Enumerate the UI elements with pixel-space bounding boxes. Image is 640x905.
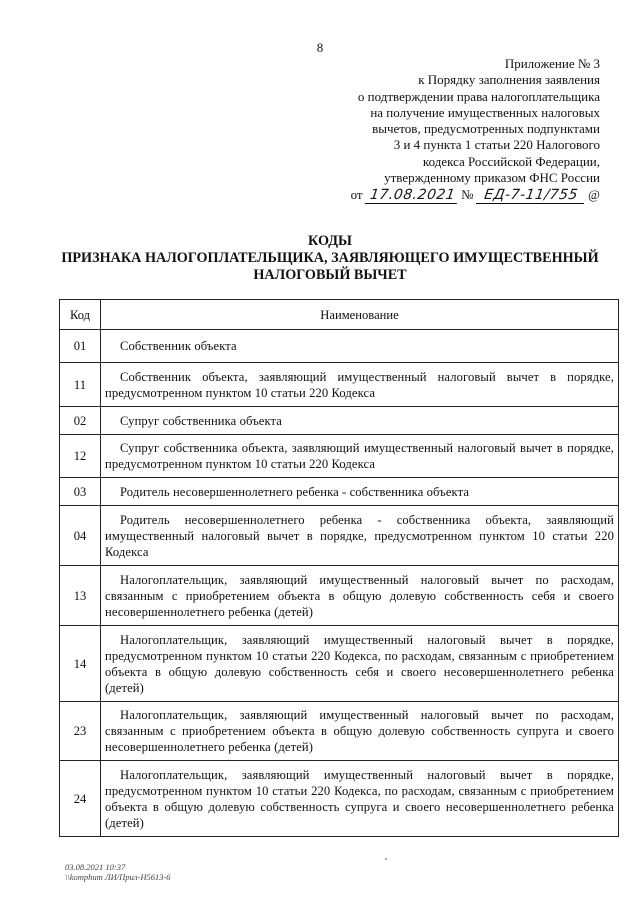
table-row bbox=[60, 566, 619, 626]
appendix-line: утвержденному приказом ФНС России bbox=[384, 170, 600, 186]
order-prefix: от bbox=[350, 187, 363, 203]
file-footer bbox=[65, 862, 171, 882]
order-date-handwritten: 17.08.2021 bbox=[365, 187, 459, 204]
header-code: Код bbox=[60, 300, 101, 330]
table-row bbox=[60, 407, 619, 435]
footer-timestamp: 03.08.2021 10:37 bbox=[65, 862, 126, 872]
table-row bbox=[60, 363, 619, 407]
row-name: Налогоплательщик, заявляющий имущественный налоговый вычет в порядке, предусмотренном пунктом 10 статьи 220 Кодекса, по расходам, связанным с приобретением объекта в общую долевую собственность себя и своего несовершеннолетнего ребенка (детей) bbox=[101, 626, 619, 702]
appendix-line: на получение имущественных налоговых bbox=[370, 104, 600, 120]
table-row bbox=[60, 626, 619, 702]
row-code: 13 bbox=[60, 566, 101, 626]
appendix-line: Приложение № 3 bbox=[504, 56, 600, 71]
header-name: Наименование bbox=[101, 300, 619, 330]
row-name: Собственник объекта bbox=[101, 330, 619, 363]
row-code: 14 bbox=[60, 626, 101, 702]
table-row bbox=[60, 330, 619, 363]
order-reference bbox=[300, 187, 600, 204]
row-code: 03 bbox=[60, 478, 101, 506]
title-line: КОДЫ bbox=[308, 233, 352, 249]
appendix-header bbox=[300, 56, 600, 205]
document-title bbox=[50, 233, 610, 284]
title-line: НАЛОГОВЫЙ ВЫЧЕТ bbox=[253, 267, 407, 283]
row-name: Родитель несовершеннолетнего ребенка - собственника объекта, заявляющий имущественный налоговый вычет в порядке, предусмотренном пунктом 10 статьи 220 Кодекса bbox=[101, 506, 619, 566]
page-number: 8 bbox=[316, 40, 324, 55]
appendix-line: 3 и 4 пункта 1 статьи 220 Налогового bbox=[393, 137, 600, 153]
table-header-row bbox=[60, 300, 619, 330]
order-suffix: @ bbox=[588, 187, 600, 203]
row-code: 02 bbox=[60, 407, 101, 435]
row-code: 23 bbox=[60, 702, 101, 761]
row-name: Супруг собственника объекта bbox=[101, 407, 619, 435]
table-row bbox=[60, 506, 619, 566]
order-number-handwritten: ЕД-7-11/755 bbox=[476, 187, 586, 204]
footer-path: \\komphum ЛИ/Прил-Н5613-6 bbox=[65, 872, 171, 882]
appendix-line: вычетов, предусмотренных подпунктами bbox=[372, 121, 600, 137]
row-name: Собственник объекта, заявляющий имущественный налоговый вычет в порядке, предусмотренном пунктом 10 статьи 220 Кодекса bbox=[101, 363, 619, 407]
scan-speck bbox=[385, 858, 387, 860]
row-code: 04 bbox=[60, 506, 101, 566]
table-row bbox=[60, 435, 619, 478]
row-code: 12 bbox=[60, 435, 101, 478]
table-row bbox=[60, 478, 619, 506]
order-number-prefix: № bbox=[461, 187, 474, 203]
row-name: Налогоплательщик, заявляющий имущественный налоговый вычет по расходам, связанным с приобретением объекта в общую долевую собственность супруга и своего несовершеннолетнего ребенка (детей) bbox=[101, 702, 619, 761]
codes-table bbox=[59, 299, 619, 837]
row-code: 11 bbox=[60, 363, 101, 407]
appendix-line: о подтверждении права налогоплательщика bbox=[357, 88, 600, 104]
appendix-line: кодекса Российской Федерации, bbox=[422, 153, 600, 169]
table-row bbox=[60, 761, 619, 837]
title-line: ПРИЗНАКА НАЛОГОПЛАТЕЛЬЩИКА, ЗАЯВЛЯЮЩЕГО ИМУЩЕСТВЕННЫЙ bbox=[61, 250, 599, 266]
row-code: 24 bbox=[60, 761, 101, 837]
appendix-line: к Порядку заполнения заявления bbox=[418, 72, 600, 88]
table-row bbox=[60, 702, 619, 761]
row-name: Супруг собственника объекта, заявляющий имущественный налоговый вычет в порядке, предусмотренном пунктом 10 статьи 220 Кодекса bbox=[101, 435, 619, 478]
row-name: Налогоплательщик, заявляющий имущественный налоговый вычет в порядке, предусмотренном пунктом 10 статьи 220 Кодекса, по расходам, связанным с приобретением объекта в общую долевую собственность супруга и своего несовершеннолетнего ребенка (детей) bbox=[101, 761, 619, 837]
row-name: Родитель несовершеннолетнего ребенка - собственника объекта bbox=[101, 478, 619, 506]
row-code: 01 bbox=[60, 330, 101, 363]
row-name: Налогоплательщик, заявляющий имущественный налоговый вычет по расходам, связанным с приобретением объекта в общую долевую собственность себя и своего несовершеннолетнего ребенка (детей) bbox=[101, 566, 619, 626]
